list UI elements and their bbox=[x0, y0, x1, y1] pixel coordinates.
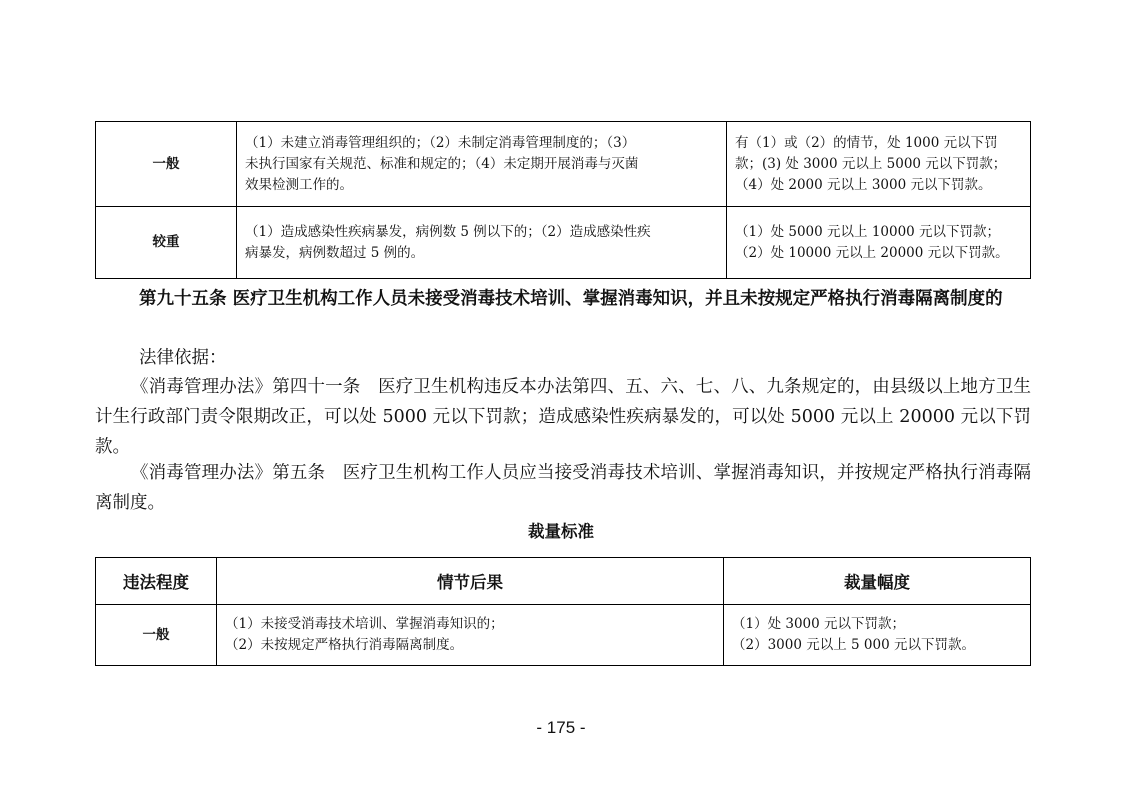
cell-line: （1）未接受消毒技术培训、掌握消毒知识的； bbox=[225, 616, 504, 632]
cell-line: （2）处 10000 元以上 20000 元以下罚款。 bbox=[735, 244, 1009, 261]
degree-cell: 一般 bbox=[96, 605, 217, 666]
table-row bbox=[96, 122, 1031, 207]
legal-basis-label: 法律依据： bbox=[139, 348, 227, 368]
penalty-cell bbox=[727, 122, 1031, 207]
cell-line: 病暴发，病例数超过 5 例的。 bbox=[245, 244, 425, 261]
article-heading: 第九十五条 医疗卫生机构工作人员未接受消毒技术培训、掌握消毒知识，并且未按规定严格执行消毒隔离制度的 bbox=[139, 289, 1003, 309]
page-number: - 175 - bbox=[536, 718, 586, 737]
cell-line: 款；(3) 处 3000 元以上 5000 元以下罚款； bbox=[735, 155, 1007, 172]
cell-line: （1）未建立消毒管理组织的；（2）未制定消毒管理制度的；（3） bbox=[245, 134, 636, 151]
standard-title: 裁量标准 bbox=[528, 522, 594, 541]
legal-basis-paragraph: 《消毒管理办法》第五条 医疗卫生机构工作人员应当接受消毒技术培训、掌握消毒知识，并按规定严格执行消毒隔离制度。 bbox=[95, 463, 1031, 513]
table-row bbox=[96, 605, 1031, 666]
circumstance-cell bbox=[217, 605, 724, 666]
degree-cell: 较重 bbox=[96, 207, 237, 279]
table-header-row bbox=[96, 558, 1031, 605]
cell-line: （2）未按规定严格执行消毒隔离制度。 bbox=[225, 637, 464, 653]
cell-line: （1）处 3000 元以下罚款； bbox=[732, 616, 906, 632]
legal-basis-paragraph: 《消毒管理办法》第四十一条 医疗卫生机构违反本办法第四、五、六、七、八、九条规定的，由县级以上地方卫生计生行政部门责令限期改正，可以处 5000 元以下罚款；造成感染性疾病暴发的，可以处 5000 元以上 20000 元以下罚款。 bbox=[95, 377, 1031, 457]
penalty-cell bbox=[724, 605, 1031, 666]
cell-line: （1）造成感染性疾病暴发，病例数 5 例以下的；（2）造成感染性疾 bbox=[245, 223, 651, 240]
cell-line: 效果检测工作的。 bbox=[245, 176, 353, 193]
cell-line: （2）3000 元以上 5 000 元以下罚款。 bbox=[732, 637, 975, 653]
circumstance-cell bbox=[237, 207, 727, 279]
cell-line: （4）处 2000 元以上 3000 元以下罚款。 bbox=[735, 176, 992, 193]
column-header: 裁量幅度 bbox=[724, 558, 1031, 605]
penalty-table-continued bbox=[95, 121, 1031, 279]
circumstance-cell bbox=[237, 122, 727, 207]
degree-cell: 一般 bbox=[96, 122, 237, 207]
table-row bbox=[96, 207, 1031, 279]
column-header: 情节后果 bbox=[217, 558, 724, 605]
discretion-standard-table bbox=[95, 557, 1031, 666]
cell-line: 有（1）或（2）的情节，处 1000 元以下罚 bbox=[735, 134, 998, 151]
penalty-cell bbox=[727, 207, 1031, 279]
column-header: 违法程度 bbox=[96, 558, 217, 605]
cell-line: 未执行国家有关规范、标准和规定的；（4）未定期开展消毒与灭菌 bbox=[245, 155, 639, 172]
cell-line: （1）处 5000 元以上 10000 元以下罚款； bbox=[735, 223, 1001, 240]
